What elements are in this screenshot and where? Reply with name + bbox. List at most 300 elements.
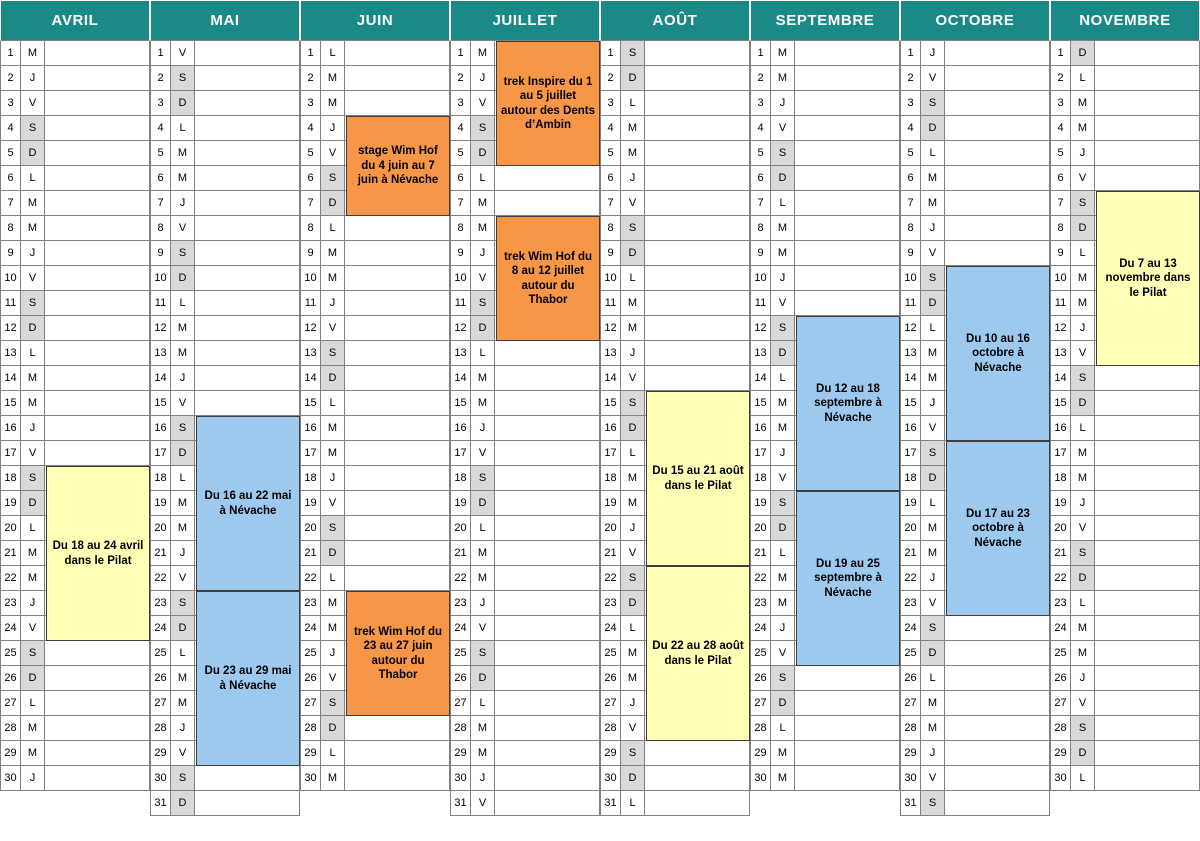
event-cell[interactable] <box>1095 391 1200 416</box>
day-number: 31 <box>900 791 921 816</box>
day-number: 3 <box>600 91 621 116</box>
event-cell[interactable] <box>645 91 750 116</box>
day-of-week: D <box>921 116 945 141</box>
event-cell[interactable] <box>945 91 1050 116</box>
day-row <box>1050 141 1200 166</box>
event-cell[interactable] <box>45 391 150 416</box>
day-of-week: J <box>171 191 195 216</box>
day-of-week: V <box>921 416 945 441</box>
day-row <box>150 41 300 66</box>
day-number: 28 <box>900 716 921 741</box>
event-cell[interactable] <box>795 66 900 91</box>
day-number: 8 <box>600 216 621 241</box>
event-cell[interactable] <box>795 766 900 791</box>
event-cell[interactable] <box>495 691 600 716</box>
event-block[interactable]: stage Wim Hof du 4 juin au 7 juin à Névache <box>346 116 450 216</box>
event-cell[interactable] <box>195 766 300 791</box>
event-cell[interactable] <box>1095 441 1200 466</box>
event-cell[interactable] <box>795 141 900 166</box>
event-cell[interactable] <box>945 616 1050 641</box>
day-of-week: D <box>21 666 45 691</box>
day-number: 16 <box>900 416 921 441</box>
event-block[interactable]: Du 7 au 13 novembre dans le Pilat <box>1096 191 1200 366</box>
event-cell[interactable] <box>795 166 900 191</box>
day-of-week: V <box>171 566 195 591</box>
event-block[interactable]: trek Inspire du 1 au 5 juillet autour des Dents d’Ambin <box>496 41 600 166</box>
event-cell[interactable] <box>345 291 450 316</box>
event-cell[interactable] <box>645 366 750 391</box>
event-cell[interactable] <box>195 291 300 316</box>
day-number: 24 <box>600 616 621 641</box>
event-cell[interactable] <box>645 41 750 66</box>
event-cell[interactable] <box>45 666 150 691</box>
event-cell[interactable] <box>795 191 900 216</box>
event-cell[interactable] <box>345 366 450 391</box>
event-block[interactable]: trek Wim Hof du 8 au 12 juillet autour du Thabor <box>496 216 600 341</box>
day-of-week: J <box>471 766 495 791</box>
event-cell[interactable] <box>945 641 1050 666</box>
event-block[interactable]: Du 18 au 24 avril dans le Pilat <box>46 466 150 641</box>
day-number: 30 <box>150 766 171 791</box>
event-block[interactable]: Du 12 au 18 septembre à Névache <box>796 316 900 491</box>
day-row <box>450 416 600 441</box>
day-of-week: D <box>321 541 345 566</box>
day-row <box>300 566 450 591</box>
day-number: 2 <box>450 66 471 91</box>
event-cell[interactable] <box>1095 666 1200 691</box>
event-cell[interactable] <box>345 391 450 416</box>
day-of-week: L <box>921 491 945 516</box>
day-of-week: V <box>471 791 495 816</box>
event-cell[interactable] <box>495 441 600 466</box>
event-cell[interactable] <box>945 666 1050 691</box>
event-cell[interactable] <box>45 741 150 766</box>
day-of-week: D <box>321 716 345 741</box>
event-cell[interactable] <box>1095 116 1200 141</box>
day-of-week: L <box>921 141 945 166</box>
event-cell[interactable] <box>1095 516 1200 541</box>
event-cell[interactable] <box>45 266 150 291</box>
day-row <box>300 316 450 341</box>
day-number: 1 <box>300 41 321 66</box>
event-cell[interactable] <box>345 216 450 241</box>
event-cell[interactable] <box>345 516 450 541</box>
event-cell[interactable] <box>45 791 150 816</box>
event-cell[interactable] <box>195 91 300 116</box>
day-of-week: M <box>171 691 195 716</box>
event-cell[interactable] <box>645 66 750 91</box>
event-cell[interactable] <box>945 716 1050 741</box>
event-cell[interactable] <box>645 266 750 291</box>
event-cell[interactable] <box>1095 91 1200 116</box>
month-header: AOÛT <box>600 0 750 41</box>
event-cell[interactable] <box>795 41 900 66</box>
day-row <box>0 291 150 316</box>
month-days <box>750 41 900 841</box>
day-number: 2 <box>300 66 321 91</box>
event-cell[interactable] <box>195 366 300 391</box>
day-row <box>300 41 450 66</box>
day-number: 8 <box>1050 216 1071 241</box>
day-number: 16 <box>0 416 21 441</box>
event-cell[interactable] <box>945 741 1050 766</box>
day-row <box>600 166 750 191</box>
day-number: 7 <box>150 191 171 216</box>
day-of-week: J <box>21 591 45 616</box>
day-number: 12 <box>0 316 21 341</box>
day-row <box>0 66 150 91</box>
event-cell[interactable] <box>1095 541 1200 566</box>
event-cell[interactable] <box>795 666 900 691</box>
event-cell[interactable] <box>195 316 300 341</box>
event-cell[interactable] <box>45 166 150 191</box>
day-of-week: D <box>171 266 195 291</box>
event-block[interactable]: Du 10 au 16 octobre à Névache <box>946 266 1050 441</box>
event-cell[interactable] <box>45 441 150 466</box>
event-cell[interactable] <box>1095 41 1200 66</box>
event-cell[interactable] <box>195 166 300 191</box>
event-cell[interactable] <box>495 341 600 366</box>
event-cell[interactable] <box>45 716 150 741</box>
event-cell[interactable] <box>945 191 1050 216</box>
day-number: 22 <box>750 566 771 591</box>
event-cell[interactable] <box>1095 416 1200 441</box>
event-cell[interactable] <box>195 391 300 416</box>
event-cell[interactable] <box>45 416 150 441</box>
day-row <box>0 366 150 391</box>
day-of-week: S <box>21 291 45 316</box>
event-cell[interactable] <box>795 116 900 141</box>
event-cell[interactable] <box>645 141 750 166</box>
event-cell[interactable] <box>195 266 300 291</box>
day-of-week: L <box>771 366 795 391</box>
event-cell[interactable] <box>1095 466 1200 491</box>
event-cell[interactable] <box>45 766 150 791</box>
event-cell[interactable] <box>495 191 600 216</box>
event-cell[interactable] <box>195 116 300 141</box>
day-number: 21 <box>450 541 471 566</box>
day-of-week: D <box>471 666 495 691</box>
day-row <box>0 116 150 141</box>
day-row <box>1050 391 1200 416</box>
event-cell[interactable] <box>45 291 150 316</box>
event-cell[interactable] <box>345 41 450 66</box>
day-of-week: D <box>771 341 795 366</box>
day-number: 17 <box>1050 441 1071 466</box>
day-row <box>0 91 150 116</box>
day-number: 1 <box>150 41 171 66</box>
day-number: 6 <box>1050 166 1071 191</box>
event-cell[interactable] <box>345 466 450 491</box>
event-block[interactable]: Du 15 au 21 août dans le Pilat <box>646 391 750 566</box>
event-cell[interactable] <box>45 366 150 391</box>
event-cell[interactable] <box>195 791 300 816</box>
event-cell[interactable] <box>1095 166 1200 191</box>
event-cell[interactable] <box>195 191 300 216</box>
event-cell[interactable] <box>1095 716 1200 741</box>
day-of-week: V <box>621 716 645 741</box>
event-cell[interactable] <box>345 416 450 441</box>
day-row <box>750 741 900 766</box>
event-cell[interactable] <box>1095 641 1200 666</box>
day-number: 28 <box>450 716 471 741</box>
event-block[interactable]: Du 19 au 25 septembre à Névache <box>796 491 900 666</box>
event-cell[interactable] <box>45 341 150 366</box>
event-cell[interactable] <box>645 241 750 266</box>
event-cell[interactable] <box>795 91 900 116</box>
day-number: 20 <box>750 516 771 541</box>
event-cell[interactable] <box>195 41 300 66</box>
event-cell[interactable] <box>945 691 1050 716</box>
event-cell[interactable] <box>345 566 450 591</box>
day-of-week: L <box>321 41 345 66</box>
event-cell[interactable] <box>345 791 450 816</box>
event-cell[interactable] <box>45 41 150 66</box>
day-number: 15 <box>0 391 21 416</box>
day-number: 19 <box>0 491 21 516</box>
event-cell[interactable] <box>645 166 750 191</box>
event-cell[interactable] <box>1095 141 1200 166</box>
day-number: 15 <box>1050 391 1071 416</box>
event-block[interactable]: Du 17 au 23 octobre à Névache <box>946 441 1050 616</box>
event-cell[interactable] <box>1095 491 1200 516</box>
day-number: 17 <box>600 441 621 466</box>
day-of-week: M <box>771 41 795 66</box>
event-cell[interactable] <box>495 616 600 641</box>
day-of-week: J <box>21 66 45 91</box>
event-cell[interactable] <box>945 141 1050 166</box>
day-row <box>150 116 300 141</box>
event-cell[interactable] <box>495 791 600 816</box>
day-number: 4 <box>600 116 621 141</box>
month-days <box>300 41 450 841</box>
event-cell[interactable] <box>945 216 1050 241</box>
event-cell[interactable] <box>195 216 300 241</box>
event-cell[interactable] <box>945 66 1050 91</box>
day-number: 2 <box>600 66 621 91</box>
event-cell[interactable] <box>345 441 450 466</box>
event-cell[interactable] <box>345 266 450 291</box>
day-number: 5 <box>900 141 921 166</box>
day-of-week: J <box>21 766 45 791</box>
day-of-week: M <box>621 641 645 666</box>
day-of-week: D <box>921 466 945 491</box>
event-cell[interactable] <box>495 491 600 516</box>
event-cell[interactable] <box>645 791 750 816</box>
month-days <box>150 41 300 841</box>
event-cell[interactable] <box>495 641 600 666</box>
event-cell[interactable] <box>1095 791 1200 816</box>
event-cell[interactable] <box>945 766 1050 791</box>
event-cell[interactable] <box>1095 591 1200 616</box>
event-cell[interactable] <box>495 591 600 616</box>
event-cell[interactable] <box>795 716 900 741</box>
event-cell[interactable] <box>1095 366 1200 391</box>
event-cell[interactable] <box>45 316 150 341</box>
event-cell[interactable] <box>345 316 450 341</box>
event-cell[interactable] <box>45 691 150 716</box>
day-number: 8 <box>300 216 321 241</box>
event-cell[interactable] <box>795 241 900 266</box>
event-cell[interactable] <box>45 241 150 266</box>
event-cell[interactable] <box>345 491 450 516</box>
day-number: 17 <box>0 441 21 466</box>
event-cell[interactable] <box>345 341 450 366</box>
day-number: 25 <box>150 641 171 666</box>
day-row <box>0 166 150 191</box>
day-number: 29 <box>600 741 621 766</box>
event-cell[interactable] <box>945 41 1050 66</box>
event-cell[interactable] <box>645 116 750 141</box>
event-cell[interactable] <box>345 91 450 116</box>
event-cell[interactable] <box>345 541 450 566</box>
event-cell[interactable] <box>795 291 900 316</box>
day-number: 10 <box>0 266 21 291</box>
event-cell[interactable] <box>495 466 600 491</box>
event-cell[interactable] <box>645 316 750 341</box>
day-number: 19 <box>600 491 621 516</box>
event-block[interactable]: Du 16 au 22 mai à Névache <box>196 416 300 591</box>
day-row <box>900 741 1050 766</box>
event-cell[interactable] <box>45 66 150 91</box>
event-cell[interactable] <box>495 666 600 691</box>
day-of-week: D <box>921 291 945 316</box>
event-cell[interactable] <box>495 766 600 791</box>
event-cell[interactable] <box>645 341 750 366</box>
day-number: 13 <box>450 341 471 366</box>
event-cell[interactable] <box>195 241 300 266</box>
day-number: 27 <box>750 691 771 716</box>
day-row <box>600 316 750 341</box>
day-row <box>1050 116 1200 141</box>
day-of-week: V <box>921 241 945 266</box>
day-of-week: S <box>171 241 195 266</box>
event-cell[interactable] <box>1095 66 1200 91</box>
event-cell[interactable] <box>645 741 750 766</box>
day-number: 10 <box>450 266 471 291</box>
event-cell[interactable] <box>645 291 750 316</box>
event-cell[interactable] <box>795 691 900 716</box>
event-cell[interactable] <box>495 566 600 591</box>
event-cell[interactable] <box>945 791 1050 816</box>
day-number: 16 <box>1050 416 1071 441</box>
event-cell[interactable] <box>45 116 150 141</box>
day-number: 28 <box>0 716 21 741</box>
event-cell[interactable] <box>495 366 600 391</box>
day-of-week: M <box>171 666 195 691</box>
event-cell[interactable] <box>45 191 150 216</box>
event-cell[interactable] <box>345 241 450 266</box>
day-of-week: V <box>471 441 495 466</box>
event-cell[interactable] <box>345 66 450 91</box>
day-row <box>450 541 600 566</box>
event-cell[interactable] <box>495 416 600 441</box>
event-block[interactable]: Du 22 au 28 août dans le Pilat <box>646 566 750 741</box>
event-cell[interactable] <box>945 241 1050 266</box>
event-cell[interactable] <box>645 766 750 791</box>
event-cell[interactable] <box>945 166 1050 191</box>
day-row-filler <box>0 791 150 816</box>
day-row <box>300 91 450 116</box>
event-block[interactable]: Du 23 au 29 mai à Névache <box>196 591 300 766</box>
day-of-week: D <box>171 441 195 466</box>
day-row <box>450 516 600 541</box>
event-cell[interactable] <box>195 66 300 91</box>
event-cell[interactable] <box>1095 691 1200 716</box>
day-row <box>600 191 750 216</box>
day-number: 10 <box>750 266 771 291</box>
day-of-week: L <box>21 166 45 191</box>
day-row <box>600 241 750 266</box>
event-cell[interactable] <box>495 391 600 416</box>
day-row <box>600 141 750 166</box>
event-cell[interactable] <box>945 116 1050 141</box>
event-cell[interactable] <box>45 216 150 241</box>
day-row <box>300 466 450 491</box>
event-cell[interactable] <box>1095 616 1200 641</box>
day-row <box>1050 491 1200 516</box>
day-of-week: M <box>621 141 645 166</box>
day-row <box>750 266 900 291</box>
event-cell[interactable] <box>45 641 150 666</box>
day-of-week: L <box>621 616 645 641</box>
event-cell[interactable] <box>495 166 600 191</box>
event-cell[interactable] <box>795 216 900 241</box>
event-cell[interactable] <box>495 516 600 541</box>
day-of-week: M <box>21 191 45 216</box>
day-of-week: S <box>471 466 495 491</box>
day-number: 26 <box>600 666 621 691</box>
event-cell[interactable] <box>345 716 450 741</box>
event-cell[interactable] <box>1095 566 1200 591</box>
event-block[interactable]: trek Wim Hof du 23 au 27 juin autour du Thabor <box>346 591 450 716</box>
event-cell[interactable] <box>345 741 450 766</box>
event-cell[interactable] <box>645 191 750 216</box>
day-of-week: M <box>771 241 795 266</box>
month-column <box>1050 0 1200 841</box>
event-cell[interactable] <box>495 716 600 741</box>
day-of-week: S <box>471 291 495 316</box>
event-cell[interactable] <box>195 141 300 166</box>
event-cell[interactable] <box>345 766 450 791</box>
event-cell[interactable] <box>495 541 600 566</box>
event-cell[interactable] <box>1095 741 1200 766</box>
day-number: 14 <box>150 366 171 391</box>
day-of-week: S <box>1071 541 1095 566</box>
month-days <box>600 41 750 841</box>
event-cell[interactable] <box>45 91 150 116</box>
day-row <box>750 241 900 266</box>
day-number: 30 <box>0 766 21 791</box>
event-cell[interactable] <box>1095 766 1200 791</box>
event-cell[interactable] <box>795 741 900 766</box>
event-cell[interactable] <box>495 741 600 766</box>
event-cell[interactable] <box>795 266 900 291</box>
event-cell[interactable] <box>45 141 150 166</box>
day-of-week: M <box>171 166 195 191</box>
day-number: 12 <box>150 316 171 341</box>
day-number: 17 <box>900 441 921 466</box>
month-days <box>1050 41 1200 841</box>
event-cell[interactable] <box>795 791 900 816</box>
event-cell[interactable] <box>195 341 300 366</box>
day-number: 9 <box>600 241 621 266</box>
day-number: 22 <box>150 566 171 591</box>
day-of-week: D <box>471 141 495 166</box>
day-number: 24 <box>450 616 471 641</box>
event-cell[interactable] <box>645 216 750 241</box>
day-number: 26 <box>0 666 21 691</box>
